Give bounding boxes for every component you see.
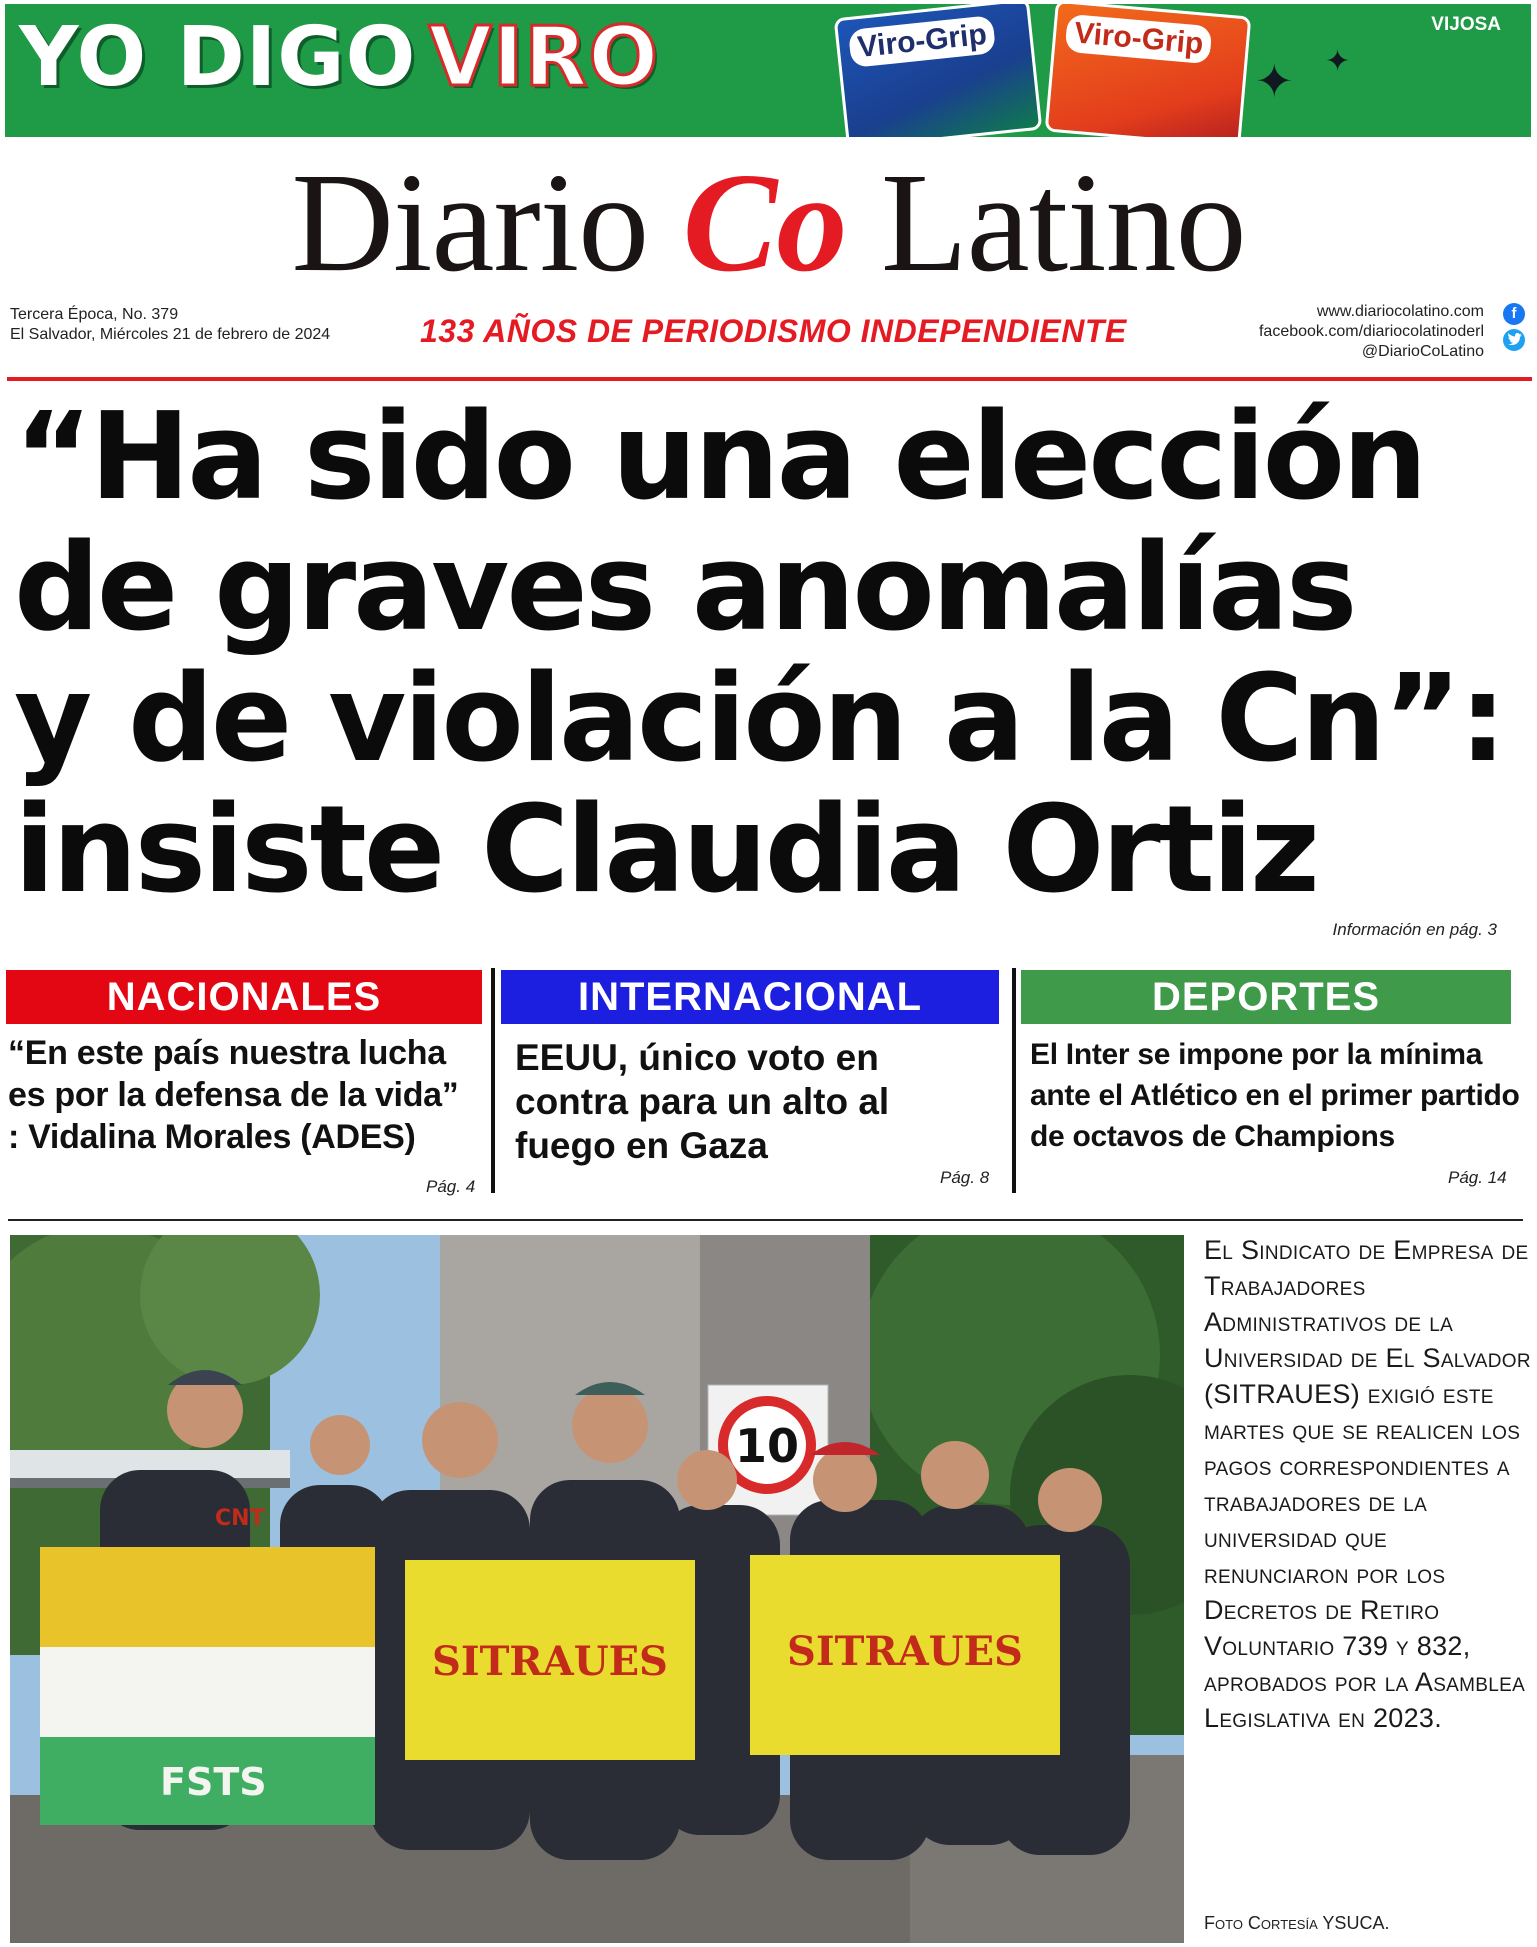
banner-fsts-text: FSTS bbox=[160, 1760, 267, 1804]
photo-credit: Foto Cortesía YSUCA. bbox=[1204, 1913, 1390, 1933]
photo-illustration bbox=[10, 1235, 1184, 1943]
issue-date: El Salvador, Miércoles 21 de febrero de 2024 bbox=[10, 326, 331, 343]
news-photo[interactable] bbox=[10, 1235, 1184, 1943]
section-divider bbox=[8, 1219, 1523, 1221]
facebook-link[interactable]: facebook.com/diariocolatinoderl bbox=[1258, 323, 1484, 340]
ad-product-label: Viro-Grip bbox=[848, 15, 997, 68]
issue-number: Tercera Época, No. 379 bbox=[10, 306, 179, 323]
section-header-internacional[interactable]: INTERNACIONAL bbox=[501, 970, 999, 1024]
column-divider bbox=[491, 968, 495, 1193]
section-page-deportes: Pág. 14 bbox=[1448, 1168, 1507, 1187]
ad-product-label: Viro-Grip bbox=[1065, 14, 1213, 65]
name-left: Diario bbox=[291, 143, 649, 301]
section-page-nacionales: Pág. 4 bbox=[426, 1177, 476, 1196]
section-header-deportes[interactable]: DEPORTES bbox=[1021, 970, 1511, 1024]
masthead-divider bbox=[7, 377, 1532, 381]
masthead-logo[interactable] bbox=[0, 140, 1537, 305]
facebook-icon[interactable]: f bbox=[1503, 303, 1525, 325]
ad-slogan-text: YO DIGO bbox=[19, 10, 417, 105]
newspaper-name bbox=[0, 140, 1537, 305]
section-page-internacional: Pág. 8 bbox=[940, 1168, 990, 1187]
social-icons bbox=[1503, 303, 1529, 355]
sparkle-icon: ✦ bbox=[1325, 45, 1351, 78]
section-story-deportes[interactable]: El Inter se impone por la mínima ante el Atlético en el primer partido de octavos de Champions bbox=[1030, 1038, 1520, 1153]
name-co: Co bbox=[682, 143, 847, 301]
ad-slogan bbox=[19, 10, 659, 105]
column-divider bbox=[1012, 968, 1016, 1193]
section-header-nacionales[interactable]: NACIONALES bbox=[6, 970, 482, 1024]
website-link[interactable]: www.diariocolatino.com bbox=[1316, 303, 1484, 320]
twitter-link[interactable]: @DiarioCoLatino bbox=[1361, 343, 1484, 360]
shirt-logo-text: CNT bbox=[215, 1506, 265, 1531]
headline-line: y de violación a la Cn”: bbox=[14, 650, 1504, 789]
banner-sitraues-text: SITRAUES bbox=[432, 1638, 668, 1685]
headline-line: insiste Claudia Ortiz bbox=[14, 781, 1317, 920]
name-right: Latino bbox=[880, 143, 1246, 301]
headline-line: “Ha sido una elección bbox=[14, 388, 1425, 527]
ad-vendor: VIJOSA bbox=[1431, 14, 1501, 35]
sign-text: 10 bbox=[734, 1419, 800, 1473]
ad-product-pack-orange bbox=[1045, 4, 1252, 137]
contact-info bbox=[1259, 302, 1484, 362]
photo-caption-text: El Sindicato de Empresa de Trabajadores Administrativos de la Universidad de El Salvador (SITRAUES) exigió este martes que se realicen los pagos correspondientes a trabajadores de la universidad que renunciaron por los Decretos de Retiro Voluntario 739 y 832, aprobados por la Asamblea Legislativa en 2023. bbox=[1204, 1235, 1531, 1733]
headline-page-reference: Información en pág. 3 bbox=[1332, 920, 1497, 939]
main-headline[interactable] bbox=[14, 388, 1524, 920]
twitter-icon[interactable] bbox=[1503, 329, 1525, 351]
banner-sitraues-text: SITRAUES bbox=[787, 1628, 1023, 1675]
ad-product-pack-blue bbox=[834, 4, 1043, 137]
sparkle-icon: ✦ bbox=[1255, 55, 1294, 107]
headline-line: de graves anomalías bbox=[14, 519, 1355, 658]
section-story-nacionales[interactable]: “En este país nuestra lucha es por la defensa de la vida” : Vidalina Morales (ADES) bbox=[8, 1034, 459, 1156]
tagline: 133 AÑOS DE PERIODISMO INDEPENDIENTE bbox=[420, 313, 1127, 349]
ad-banner[interactable] bbox=[5, 4, 1531, 137]
ad-brand-text: VIRO bbox=[428, 10, 660, 105]
section-story-internacional[interactable]: EEUU, único voto en contra para un alto al fuego en Gaza bbox=[515, 1037, 890, 1166]
issue-info bbox=[10, 305, 330, 345]
